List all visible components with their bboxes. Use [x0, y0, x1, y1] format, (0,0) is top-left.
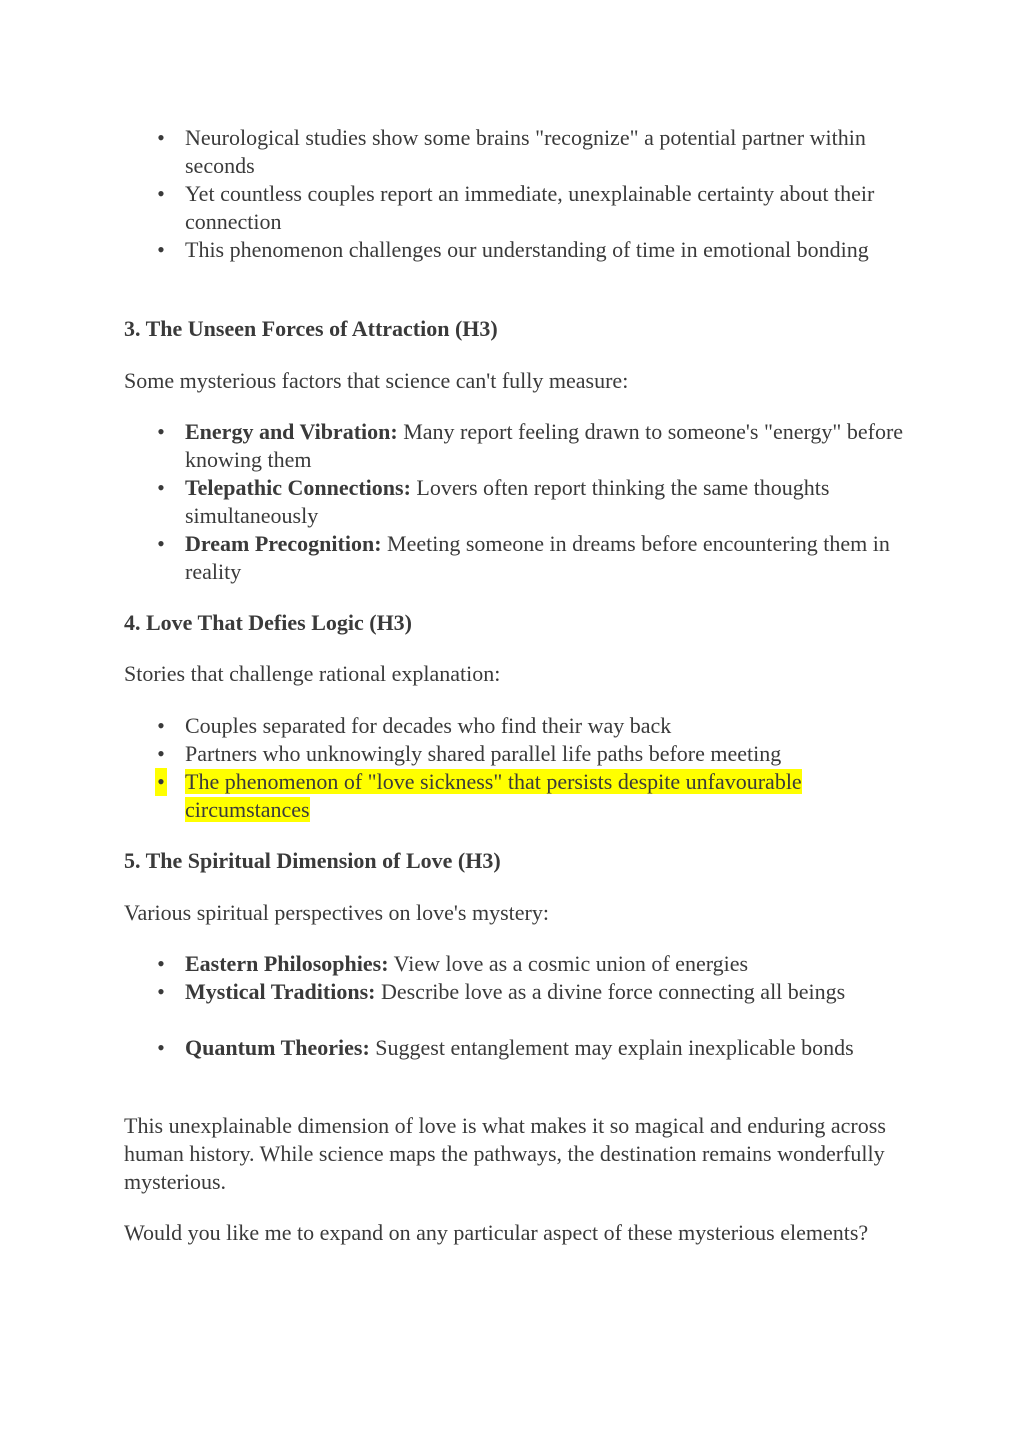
list-item [0, 474, 905, 530]
list-item-text: Lovers often report thinking the same thoughts simultaneously [185, 475, 830, 528]
section-heading: 4. Love That Defies Logic (H3) [124, 610, 413, 635]
bullet-icon: • [157, 125, 165, 150]
bullet-icon: • [157, 713, 165, 738]
bullet-icon: • [157, 951, 165, 976]
list-item-text: Meeting someone in dreams before encountering them in reality [185, 531, 890, 584]
list-item-text: Neurological studies show some brains "recognize" a potential partner within seconds [185, 125, 866, 178]
list-item-text: Describe love as a divine force connecting all beings [375, 979, 846, 1004]
section-intro: Various spiritual perspectives on love's mystery: [124, 900, 549, 925]
list-item-text: View love as a cosmic union of energies [388, 951, 749, 976]
list-item-term: Mystical Traditions: [185, 979, 376, 1004]
bullet-icon: • [157, 237, 165, 262]
highlighted-list-item [0, 768, 905, 824]
list-item-term: Dream Precognition: [185, 531, 382, 556]
list-item [0, 1034, 905, 1090]
closing-question: Would you like me to expand on any particular aspect of these mysterious elements? [124, 1220, 869, 1245]
list-item [0, 978, 905, 1034]
continued-bullet-list [0, 124, 1023, 292]
section-intro: Some mysterious factors that science can't fully measure: [124, 368, 629, 393]
list-item [0, 418, 905, 474]
highlighted-text: The phenomenon of "love sickness" that persists despite unfavourable circumstances [185, 769, 802, 822]
bullet-icon: • [157, 181, 165, 206]
list-item-term: Quantum Theories: [185, 1035, 370, 1060]
list-item [0, 950, 905, 978]
list-item-text: This phenomenon challenges our understanding of time in emotional bonding [185, 237, 869, 262]
list-item-text: Partners who unknowingly shared parallel life paths before meeting [185, 741, 782, 766]
bullet-icon: • [157, 419, 165, 444]
list-item [0, 124, 905, 180]
bullet-icon: • [157, 531, 165, 556]
bullet-icon: • [157, 1035, 165, 1060]
list-item-text: Suggest entanglement may explain inexplicable bonds [369, 1035, 854, 1060]
list-item-term: Energy and Vibration: [185, 419, 398, 444]
bullet-icon: • [155, 768, 167, 796]
list-item-text: Couples separated for decades who find their way back [185, 713, 672, 738]
list-item-text: Many report feeling drawn to someone's "energy" before knowing them [185, 419, 904, 472]
section-heading: 5. The Spiritual Dimension of Love (H3) [124, 848, 501, 873]
list-item-text: Yet countless couples report an immediate, unexplainable certainty about their connection [185, 181, 875, 234]
section5-bullet-list [0, 950, 1023, 1090]
list-item [0, 236, 905, 292]
list-item [0, 180, 905, 236]
section3-bullet-list [0, 418, 1023, 586]
bullet-icon: • [157, 979, 165, 1004]
bullet-icon: • [157, 741, 165, 766]
list-item-term: Telepathic Connections: [185, 475, 411, 500]
list-item [0, 712, 905, 740]
section4-bullet-list [0, 712, 1023, 824]
section-heading: 3. The Unseen Forces of Attraction (H3) [124, 316, 498, 341]
section-intro: Stories that challenge rational explanation: [124, 661, 501, 686]
list-item [0, 740, 905, 768]
list-item-term: Eastern Philosophies: [185, 951, 389, 976]
closing-paragraph: This unexplainable dimension of love is what makes it so magical and enduring across human history. While science maps the pathways, the destination remains wonderfully mysterious. [124, 1113, 886, 1194]
bullet-icon: • [157, 475, 165, 500]
list-item [0, 530, 905, 586]
